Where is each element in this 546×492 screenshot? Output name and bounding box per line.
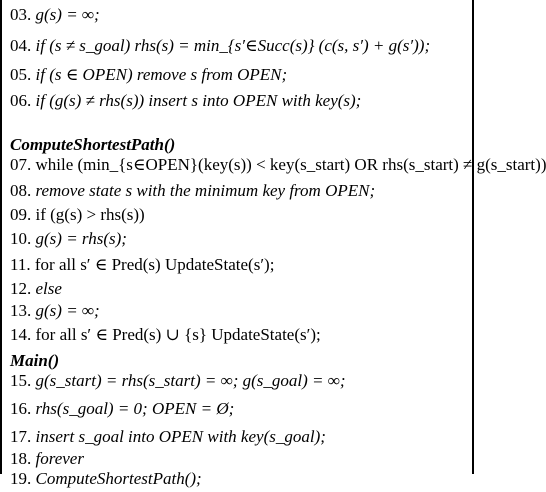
code-line-19: 19. ComputeShortestPath(); xyxy=(10,469,202,488)
code-line-16: 16. rhs(s_goal) = 0; OPEN = Ø; xyxy=(10,399,235,418)
code-line-05: 05. if (s ∈ OPEN) remove s from OPEN; xyxy=(10,65,288,84)
code-line-06: 06. if (g(s) ≠ rhs(s)) insert s into OPEN with key(s); xyxy=(10,91,362,110)
code-line-15: 15. g(s_start) = rhs(s_start) = ∞; g(s_goal) = ∞; xyxy=(10,371,346,390)
code-line-04: 04. if (s ≠ s_goal) rhs(s) = min_{s′∈Succ(s)} (c(s, s′) + g(s′)); xyxy=(10,36,431,55)
section-compute-heading: ComputeShortestPath() xyxy=(10,135,176,154)
code-line-09: 09. if (g(s) > rhs(s)) xyxy=(10,205,145,224)
code-line-08: 08. remove state s with the minimum key from OPEN; xyxy=(10,181,376,200)
code-line-18: 18. forever xyxy=(10,449,84,468)
section-main-heading: Main() xyxy=(10,351,60,370)
code-line-10: 10. g(s) = rhs(s); xyxy=(10,229,127,248)
code-line-13: 13. g(s) = ∞; xyxy=(10,301,100,320)
code-line-17: 17. insert s_goal into OPEN with key(s_goal); xyxy=(10,427,326,446)
code-line-11: 11. for all s′ ∈ Pred(s) UpdateState(s′); xyxy=(10,255,275,274)
code-line-14: 14. for all s′ ∈ Pred(s) ∪ {s} UpdateState(s′); xyxy=(10,325,321,344)
code-line-03: 03. g(s) = ∞; xyxy=(10,5,100,24)
code-line-07: 07. while (min_{s∈OPEN}(key(s)) < key(s_start) OR rhs(s_start) ≠ g(s_start)) xyxy=(10,155,546,174)
code-line-12: 12. else xyxy=(10,279,62,298)
